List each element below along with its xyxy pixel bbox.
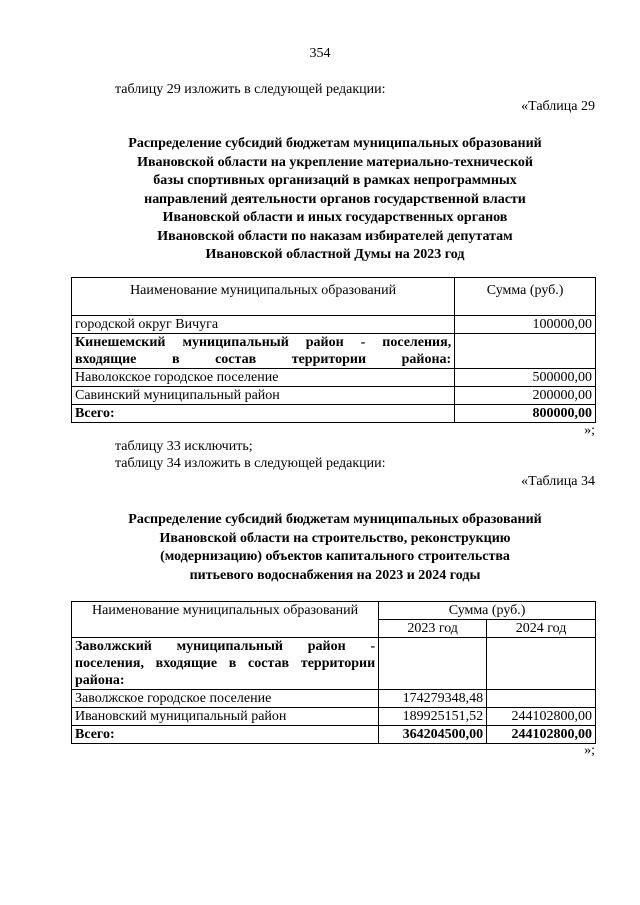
row-sum: 100000,00 [455, 316, 596, 334]
row-value-2023: 189925151,52 [379, 708, 487, 726]
column-header-sum: Сумма (руб.) [379, 602, 596, 620]
row-value-2023: 174279348,48 [379, 690, 487, 708]
title-line: Ивановской области по наказам избирателей депутатам [157, 228, 513, 244]
table-row [72, 690, 596, 708]
title-line: Ивановской области и иных государственных органов [162, 210, 508, 225]
table-header-row [72, 602, 596, 620]
row-value-2023 [379, 638, 487, 690]
table-row [72, 708, 596, 726]
table-row [72, 387, 596, 405]
title-line: базы спортивных организаций в рамках непрограммных [153, 173, 517, 188]
table-29-close: »; [584, 423, 595, 438]
table-29-title [100, 135, 570, 265]
table-row [72, 638, 596, 690]
row-sum [455, 334, 596, 369]
table-34-label: «Таблица 34 [521, 474, 595, 489]
table-34-title [100, 511, 570, 585]
intro-table-34: таблицу 34 изложить в следующей редакции: [115, 456, 386, 471]
row-name: Наволокское городское поселение [72, 369, 455, 387]
total-label: Всего: [72, 726, 379, 744]
page-number: 354 [309, 46, 331, 61]
row-name: Ивановский муниципальный район [72, 708, 379, 726]
row-sum: 500000,00 [455, 369, 596, 387]
title-line: (модернизацию) объектов капитального строительства [160, 549, 510, 564]
intro-table-29: таблицу 29 изложить в следующей редакции: [115, 82, 386, 97]
row-name: Савинский муниципальный район [72, 387, 455, 405]
row-name: Заволжский муниципальный район - поселения, входящие в состав территории района: [72, 638, 379, 690]
row-name: Заволжское городское поселение [72, 690, 379, 708]
row-value-2024 [487, 690, 596, 708]
column-header-name: Наименование муниципальных образований [72, 278, 455, 316]
instruction-table-33: таблицу 33 исключить; [115, 439, 253, 454]
total-2024: 244102800,00 [487, 726, 596, 744]
row-sum: 200000,00 [455, 387, 596, 405]
title-line: Распределение субсидий бюджетам муниципальных образований [128, 136, 542, 151]
title-line: Ивановской областной Думы на 2023 год [205, 247, 465, 262]
total-sum: 800000,00 [455, 405, 596, 423]
total-row [72, 405, 596, 423]
row-value-2024: 244102800,00 [487, 708, 596, 726]
total-label: Всего: [72, 405, 455, 423]
total-row [72, 726, 596, 744]
title-line: Ивановской области на укрепление материально-технической [137, 154, 533, 170]
table-header-row [72, 278, 596, 316]
column-header-2024: 2024 год [487, 620, 596, 638]
table-row [72, 334, 596, 369]
title-line: направлений деятельности органов государственной власти [144, 191, 526, 207]
row-value-2024 [487, 638, 596, 690]
column-header-sum: Сумма (руб.) [455, 278, 596, 316]
table-34-close: »; [584, 743, 595, 758]
table-29-label: «Таблица 29 [521, 99, 595, 114]
table-29 [71, 277, 596, 423]
title-line: питьевого водоснабжения на 2023 и 2024 годы [189, 567, 481, 583]
column-header-name: Наименование муниципальных образований [72, 602, 379, 638]
title-line: Распределение субсидий бюджетам муниципальных образований [128, 512, 542, 527]
table-34 [71, 601, 596, 744]
row-name: Кинешемский муниципальный район - поселения, входящие в состав территории района: [72, 334, 455, 369]
table-row [72, 316, 596, 334]
row-name: городской округ Вичуга [72, 316, 455, 334]
column-header-2023: 2023 год [379, 620, 487, 638]
table-row [72, 369, 596, 387]
total-2023: 364204500,00 [379, 726, 487, 744]
title-line: Ивановской области на строительство, реконструкцию [159, 530, 511, 546]
